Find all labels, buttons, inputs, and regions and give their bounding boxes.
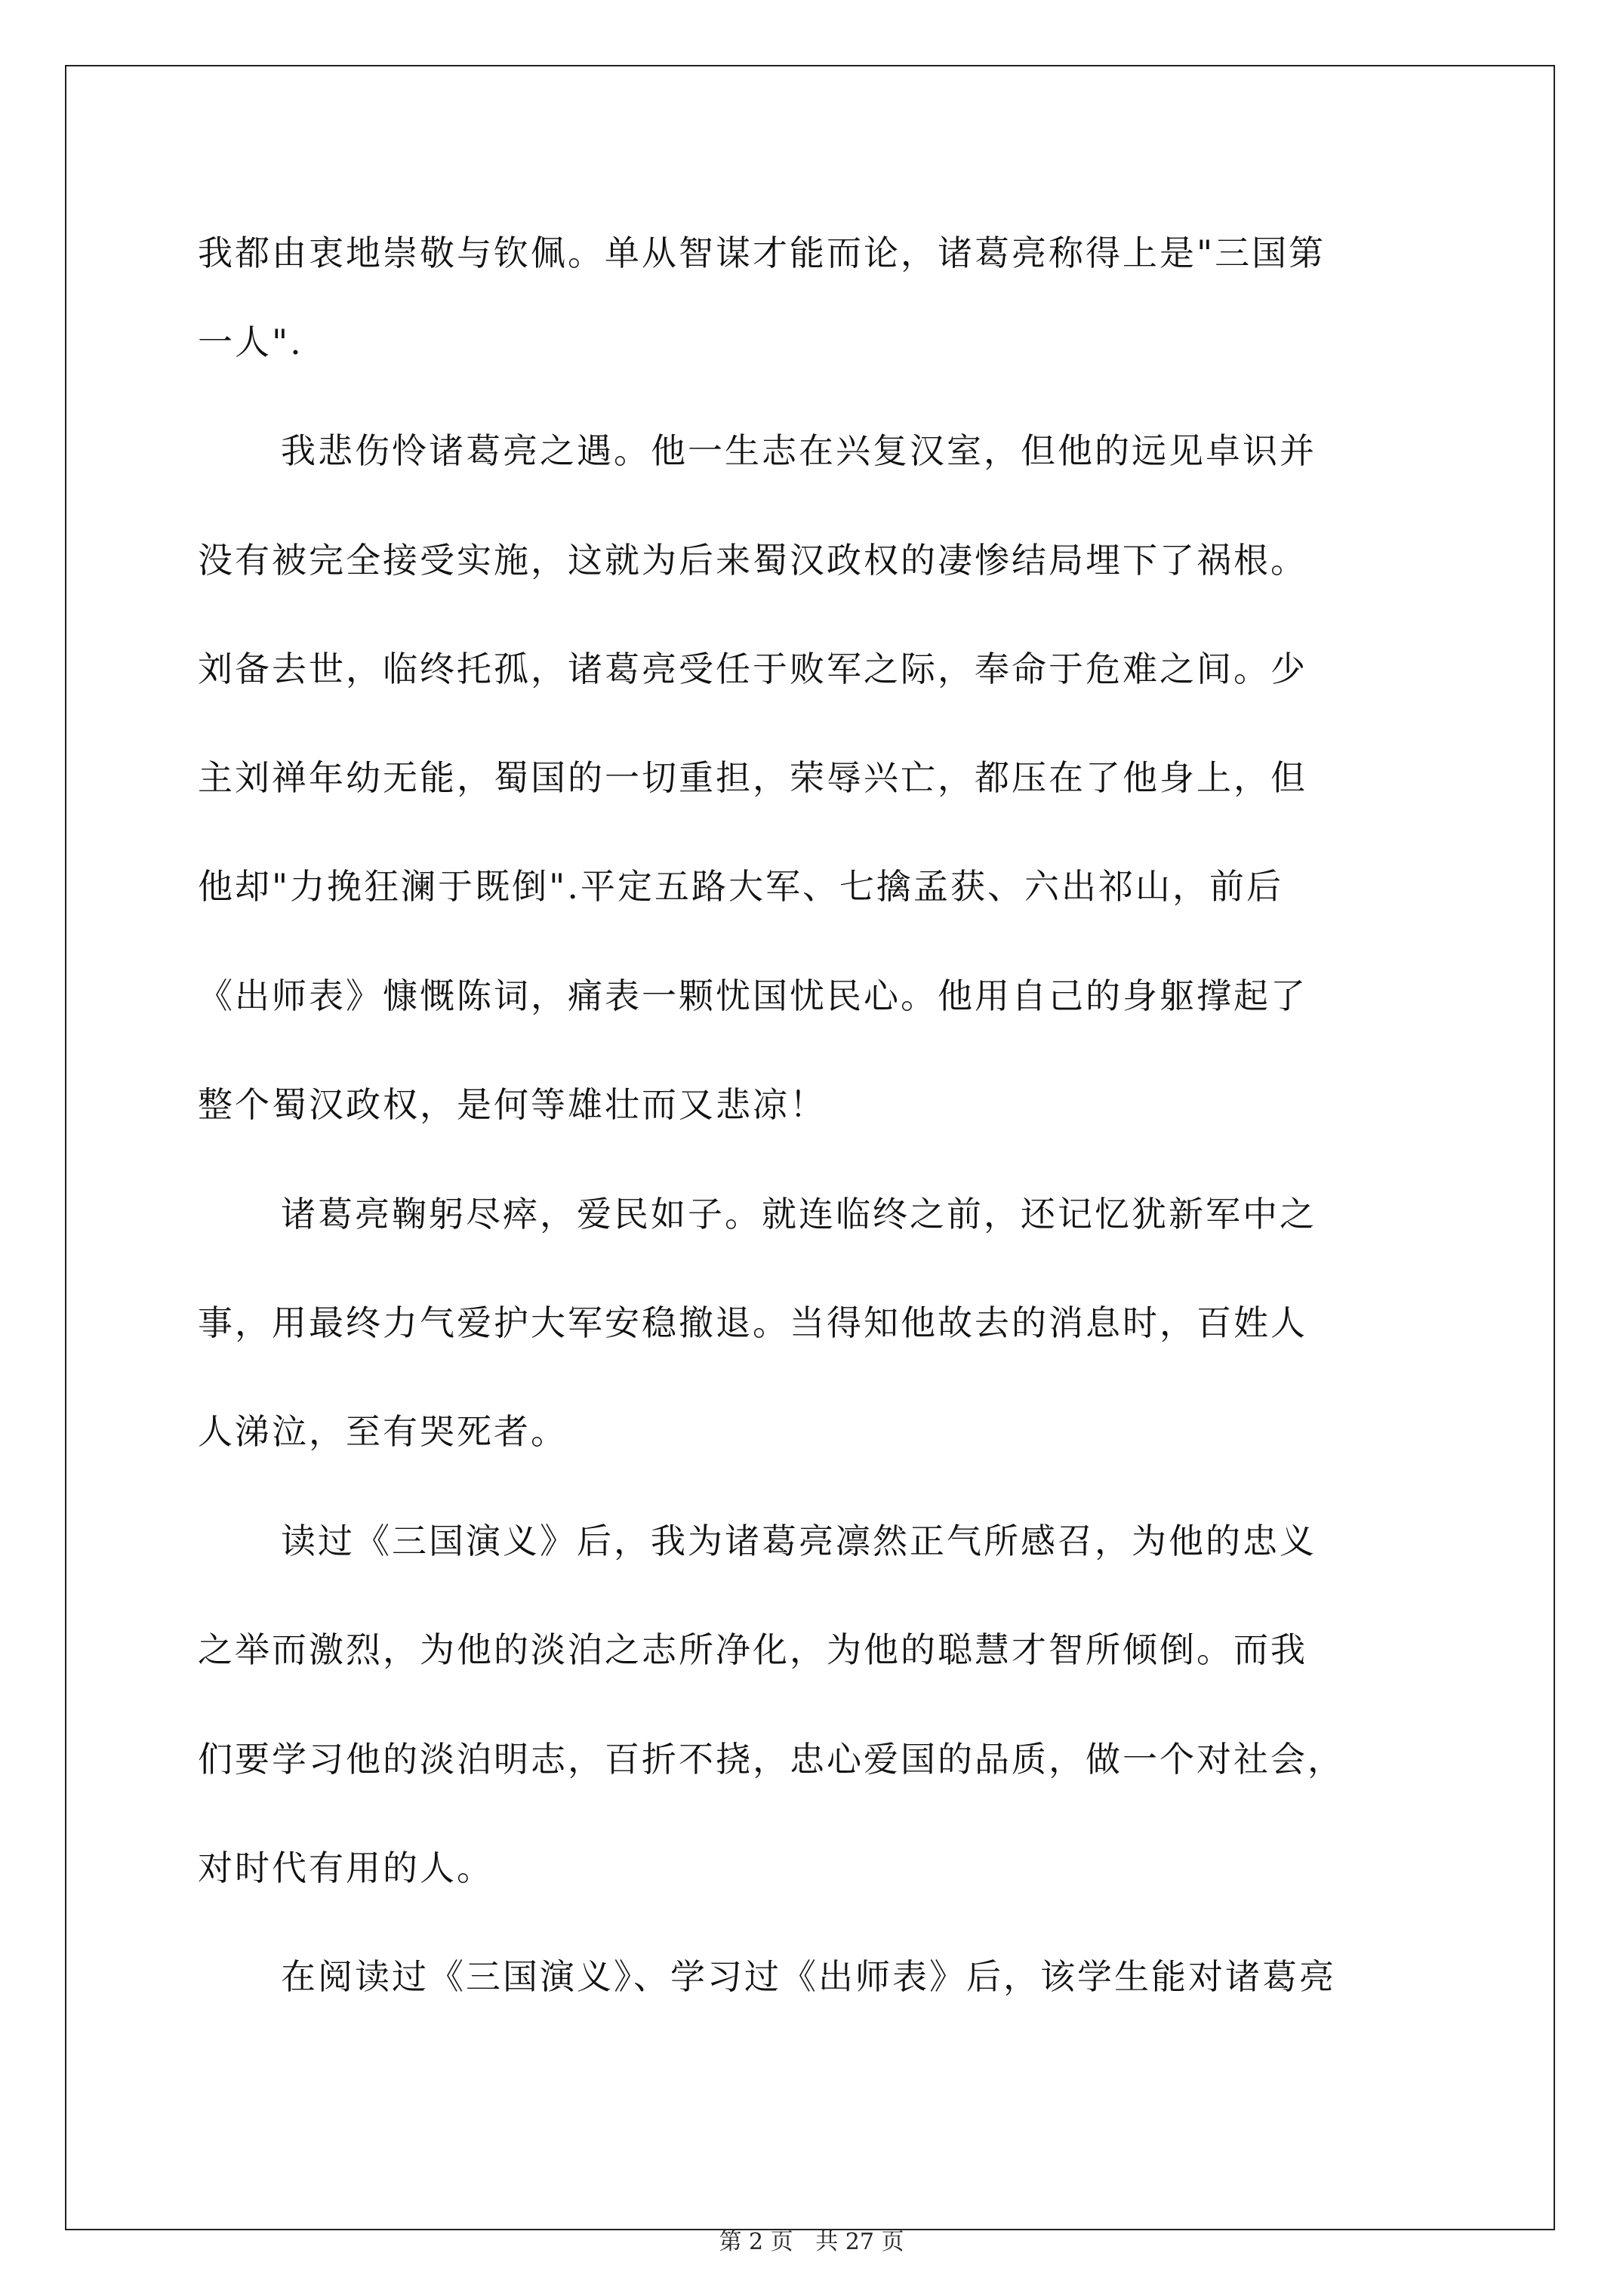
body-text-line: 整个蜀汉政权，是何等雄壮而又悲凉！ [198, 1084, 827, 1125]
paragraph-first-line: 在阅读过《三国演义》、学习过《出师表》后，该学生能对诸葛亮 [281, 1956, 1336, 1997]
page-total: 共 27 页 [815, 2229, 904, 2255]
body-text-line: 没有被完全接受实施，这就为后来蜀汉政权的凄惨结局埋下了祸根。 [198, 540, 1307, 581]
page-border [65, 65, 1555, 2230]
body-text-line: 一人". [198, 322, 303, 362]
body-text-line: 《出师表》慷慨陈词，痛表一颗忧国忧民心。他用自己的身躯撑起了 [198, 975, 1307, 1016]
body-text-line: 人涕泣，至有哭死者。 [198, 1411, 568, 1452]
body-text-line: 之举而激烈，为他的淡泊之志所净化，为他的聪慧才智所倾倒。而我 [198, 1629, 1307, 1670]
body-text-line: 刘备去世，临终托孤，诸葛亮受任于败军之际，奉命于危难之间。少 [198, 649, 1307, 689]
body-text-line: 他却"力挽狂澜于既倒".平定五路大军、七擒孟获、六出祁山，前后 [198, 866, 1283, 907]
body-text-line: 们要学习他的淡泊明志，百折不挠，忠心爱国的品质，做一个对社会， [198, 1739, 1344, 1780]
body-text-line: 主刘禅年幼无能，蜀国的一切重担，荣辱兴亡，都压在了他身上，但 [198, 757, 1307, 798]
page-footer [0, 2227, 1623, 2257]
paragraph-first-line: 读过《三国演义》后，我为诸葛亮凛然正气所感召，为他的忠义 [281, 1521, 1317, 1561]
body-text-line: 我都由衷地崇敬与钦佩。单从智谋才能而论，诸葛亮称得上是"三国第 [198, 233, 1326, 273]
page-number: 第 2 页 [719, 2229, 793, 2255]
paragraph-first-line: 我悲伤怜诸葛亮之遇。他一生志在兴复汉室，但他的远见卓识并 [281, 430, 1317, 471]
body-text-line: 对时代有用的人。 [198, 1848, 494, 1888]
body-text-line: 事，用最终力气爱护大军安稳撤退。当得知他故去的消息时，百姓人 [198, 1302, 1307, 1343]
paragraph-first-line: 诸葛亮鞠躬尽瘁，爱民如子。就连临终之前，还记忆犹新军中之 [281, 1194, 1317, 1234]
